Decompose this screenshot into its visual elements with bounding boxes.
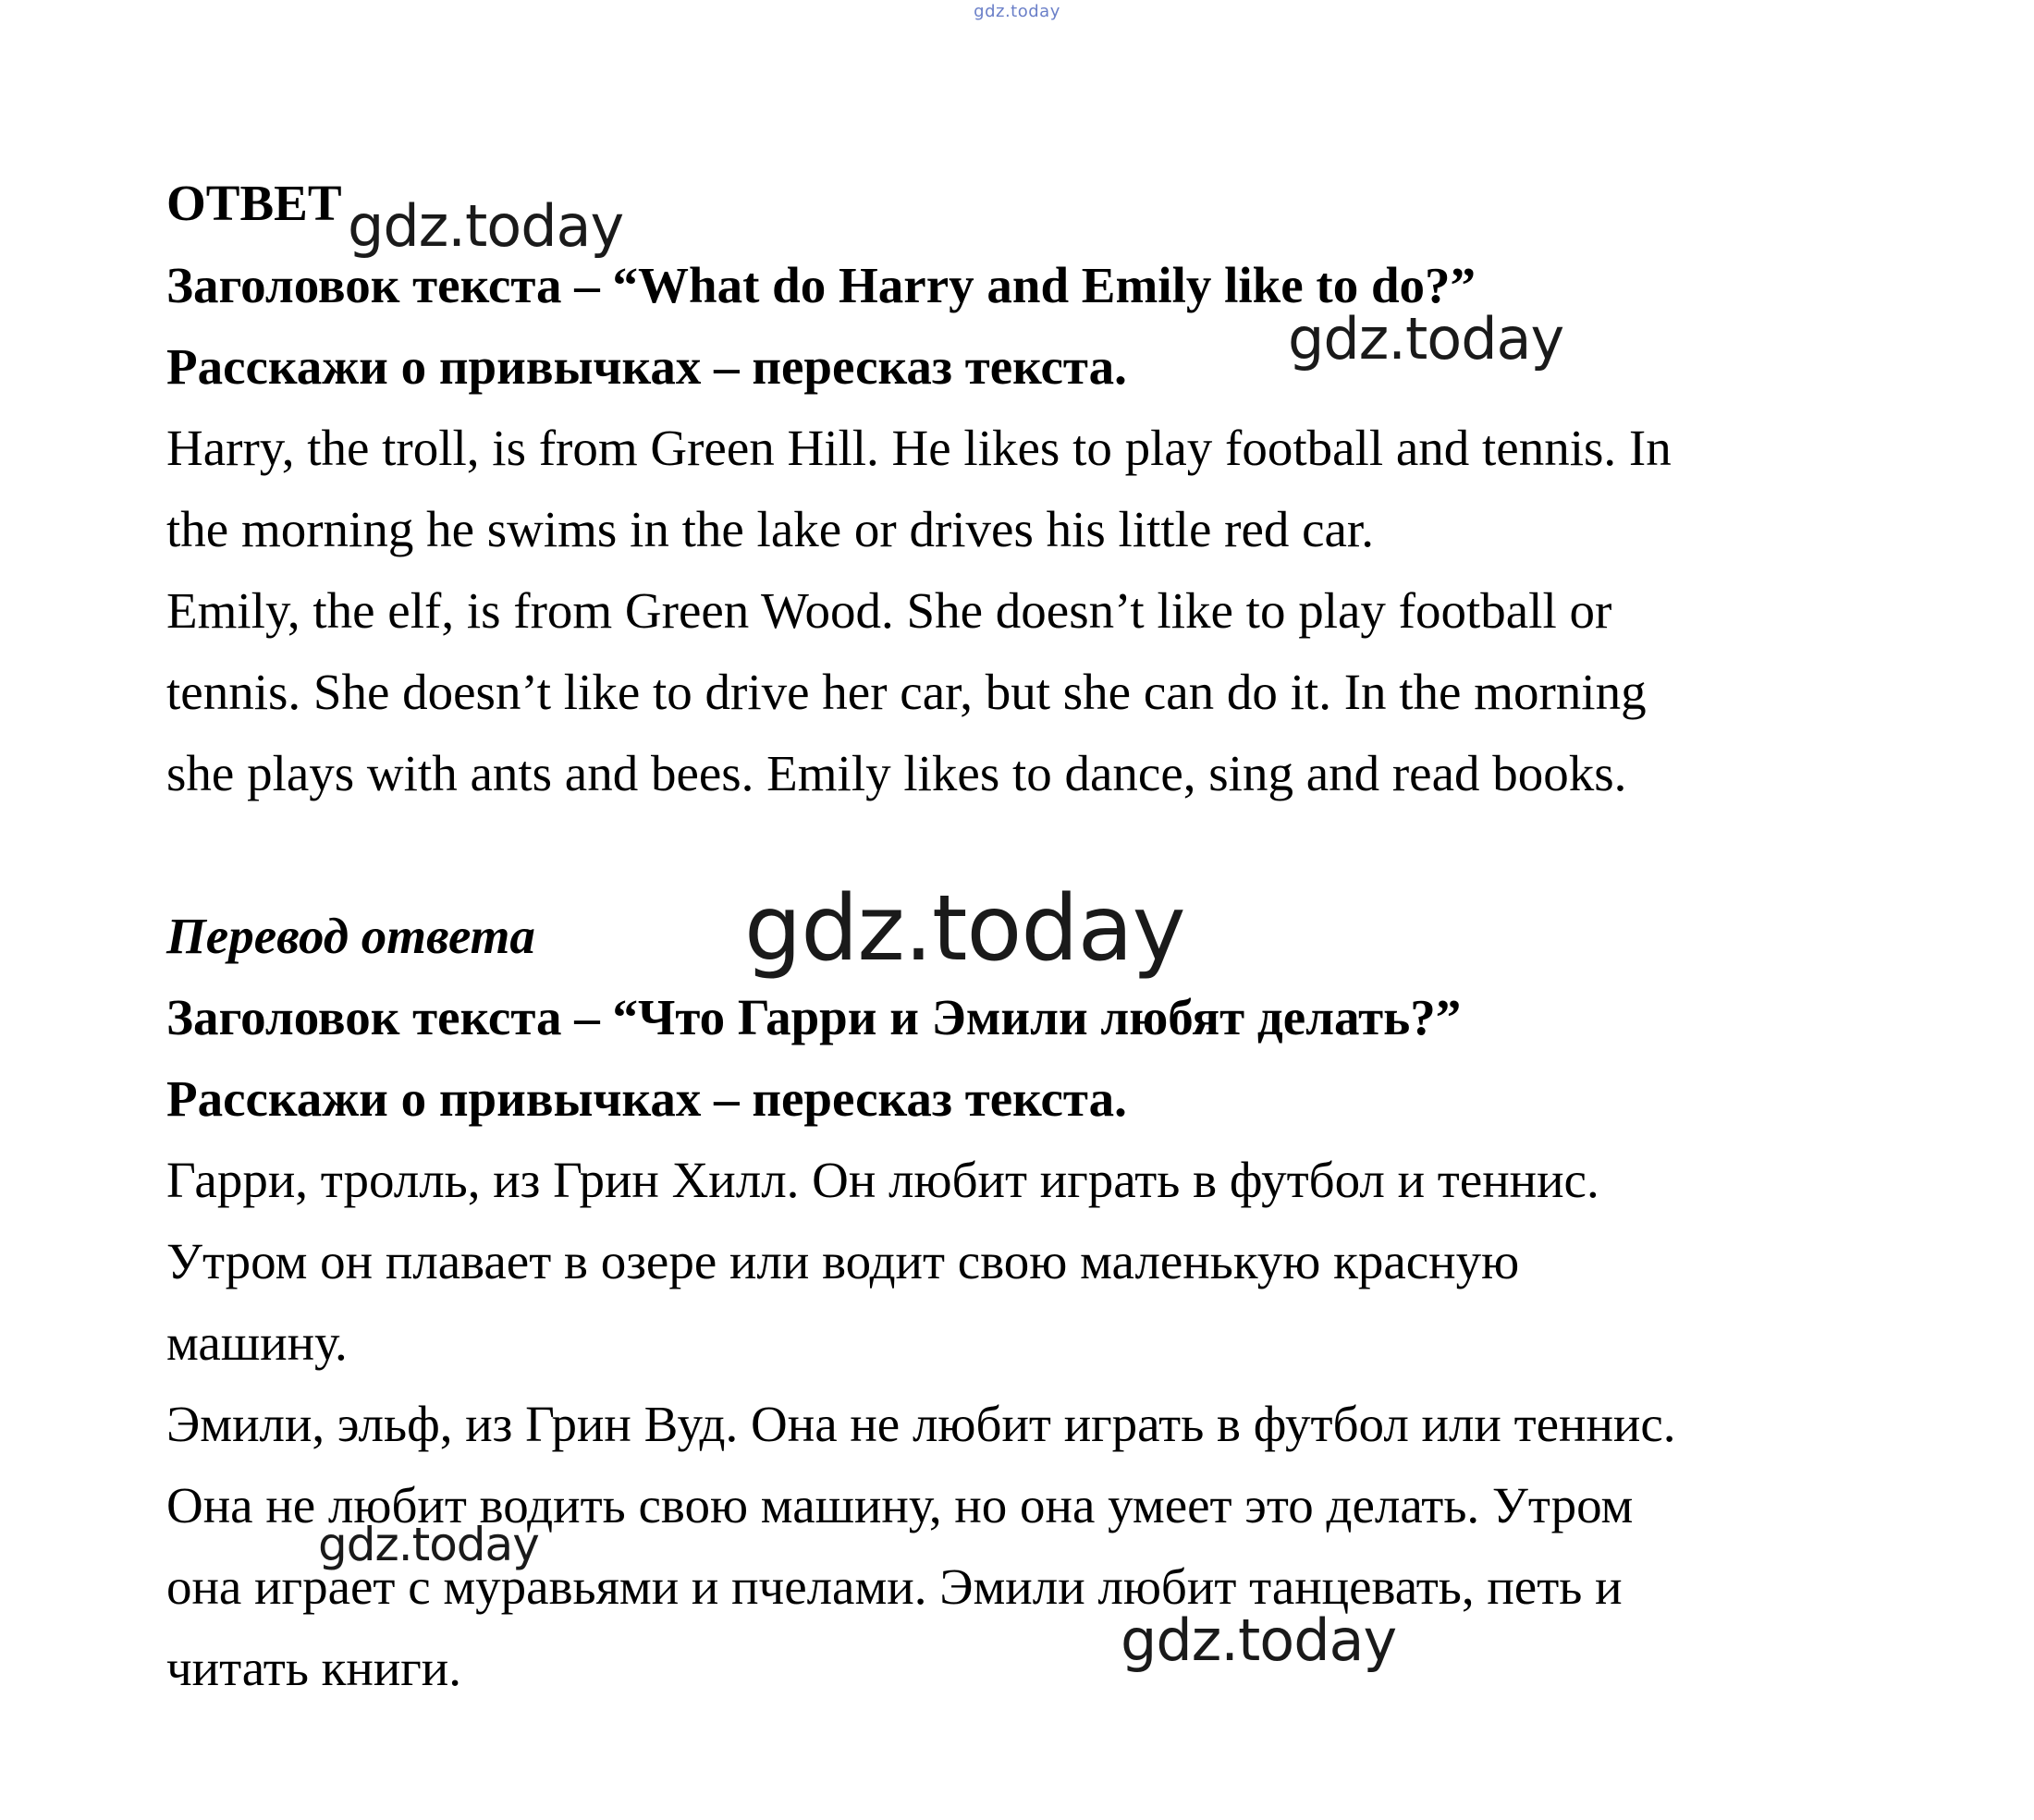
translation-paragraph-line: она играет с муравьями и пчелами. Эмили любит танцевать, петь и — [166, 1558, 1623, 1615]
answer-title-line: Заголовок текста – “What do Harry and Emily like to do?” — [166, 257, 1476, 313]
translation-paragraph-line: Утром он плавает в озере или водит свою маленькую красную — [166, 1233, 1520, 1289]
watermark: gdz.today — [1121, 1606, 1397, 1674]
answer-task-line: Расскажи о привычках – пересказ текста. — [166, 338, 1127, 395]
answer-paragraph-line: Harry, the troll, is from Green Hill. He likes to play football and tennis. In — [166, 420, 1672, 476]
translation-paragraph-line: Гарри, тролль, из Грин Хилл. Он любит играть в футбол и теннис. — [166, 1152, 1599, 1208]
watermark: gdz.today — [318, 1518, 539, 1571]
top-watermark: gdz.today — [974, 2, 1060, 21]
answer-heading: ОТВЕТ — [166, 175, 342, 231]
answer-paragraph-line: the morning he swims in the lake or drives his little red car. — [166, 501, 1374, 557]
translation-paragraph-line: Она не любит водить свою машину, но она умеет это делать. Утром — [166, 1477, 1634, 1533]
translation-paragraph-line: читать книги. — [166, 1640, 461, 1696]
answer-paragraph-line: she plays with ants and bees. Emily likes to dance, sing and read books. — [166, 745, 1627, 801]
answer-paragraph-line: Emily, the elf, is from Green Wood. She doesn’t like to play football or — [166, 582, 1612, 639]
answer-paragraph-line: tennis. She doesn’t like to drive her car, but she can do it. In the morning — [166, 664, 1647, 720]
watermark: gdz.today — [744, 876, 1185, 982]
translation-task-line: Расскажи о привычках – пересказ текста. — [166, 1070, 1127, 1127]
translation-heading: Перевод ответа — [166, 908, 535, 964]
translation-paragraph-line: Эмили, эльф, из Грин Вуд. Она не любит играть в футбол или теннис. — [166, 1396, 1676, 1452]
translation-paragraph-line: машину. — [166, 1314, 348, 1371]
watermark: gdz.today — [348, 192, 624, 260]
translation-title-line: Заголовок текста – “Что Гарри и Эмили любят делать?” — [166, 989, 1462, 1045]
watermark: gdz.today — [1288, 305, 1564, 373]
